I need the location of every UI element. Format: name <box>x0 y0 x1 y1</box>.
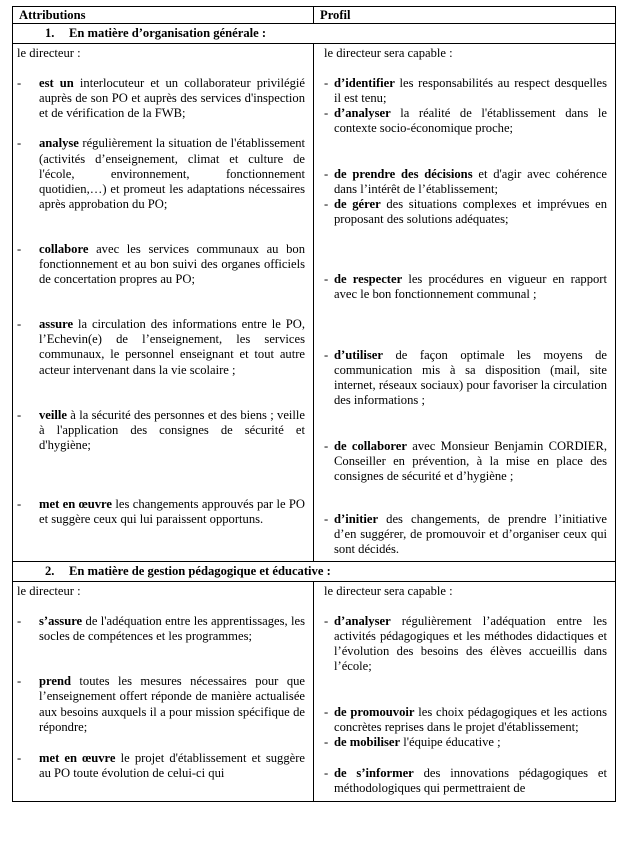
list-item: - est un interlocuteur et un collaborateur privilégié auprès de son PO et auprès des services d'inspection et de vérification de la FWB; <box>17 76 305 121</box>
section-1-body-row <box>13 44 616 562</box>
list-item: - assure la circulation des informations entre le PO, l’Echevin(e) de l’enseignement, les services communaux, le personnel enseignant et tout autre acteur intervenant dans la vie scolaire ; <box>17 317 305 377</box>
header-profil: Profil <box>314 7 616 24</box>
list-item: - met en œuvre les changements approuvés par le PO et suggère ceux qui lui paraissent opportuns. <box>17 496 306 526</box>
section-2-title: 2. En matière de gestion pédagogique et éducative : <box>13 562 616 582</box>
section-1-attributions <box>13 44 314 562</box>
list-item: - s’assure de l'adéquation entre les apprentissages, les socles de compétences et les programmes; <box>17 614 305 644</box>
list-item: - d’utiliser de façon optimale les moyens de communication mis à sa disposition (mail, site internet, réseaux sociaux) pour favoriser la circulation des informations ; <box>324 348 607 408</box>
section-2-body-row <box>13 582 616 802</box>
list-item: - d’identifier les responsabilités au respect desquelles il est tenu; <box>324 76 607 106</box>
section-1-title: 1. En matière d’organisation générale : <box>13 24 616 44</box>
right-intro: le directeur sera capable : <box>324 584 453 599</box>
list-item: - collabore avec les services communaux au bon fonctionnement et au bon suivi des organes officiels de concertation propres au PO; <box>17 241 305 287</box>
list-item: - de prendre des décisions et d'agir avec cohérence dans l’intérêt de l’établissement; <box>324 166 607 196</box>
right-intro: le directeur sera capable : <box>324 46 453 61</box>
section-2-attributions <box>13 582 314 802</box>
document-page <box>12 6 616 802</box>
list-item: - de s’informer des innovations pédagogiques et méthodologiques qui permettraient de <box>324 765 607 795</box>
list-item: - d’analyser la réalité de l'établissement dans le contexte socio-économique proche; <box>324 106 607 136</box>
list-item: - de mobiliser l'équipe éducative ; <box>324 734 501 749</box>
section-2-title-row <box>13 562 616 582</box>
list-item: - de gérer des situations complexes et imprévues en proposant des solutions adéquates; <box>324 196 608 226</box>
left-intro: le directeur : <box>17 584 81 599</box>
list-item: - de respecter les procédures en vigueur en rapport avec le bon fonctionnement communal ; <box>324 271 607 302</box>
list-item: - d’initier des changements, de prendre l’initiative d’en suggérer, de promouvoir et d’organiser ceux qui sont décidés. <box>324 511 607 556</box>
list-item: - veille à la sécurité des personnes et des biens ; veille à l'application des consignes de sécurité et d'hygiène; <box>17 407 305 452</box>
job-profile-table <box>12 6 616 802</box>
section-1-profil <box>314 44 616 562</box>
list-item: - d’analyser régulièrement l’adéquation entre les activités pédagogiques et les méthodes didactiques et l’évolution des besoins des élèves accueillis dans l’école; <box>324 614 607 674</box>
list-item: - analyse régulièrement la situation de l'établissement (activités d’enseignement, climat et culture de l'école, environnement, fonctionnement quotidien,…) et promeut les adaptations nécessaires après approbation du PO; <box>17 136 305 211</box>
list-item: - de collaborer avec Monsieur Benjamin CORDIER, Conseiller en prévention, à la mise en place des consignes de sécurité et d’hygiène ; <box>324 438 607 483</box>
table-header-row <box>13 7 616 24</box>
section-1-title-row <box>13 24 616 44</box>
left-intro: le directeur : <box>17 46 81 61</box>
section-2-profil <box>314 582 616 802</box>
header-attributions: Attributions <box>13 7 314 24</box>
list-item: - met en œuvre le projet d'établissement et suggère au PO toute évolution de celui-ci qui <box>17 750 305 780</box>
list-item: - de promouvoir les choix pédagogiques et les actions concrètes reprises dans le projet d'établissement; <box>324 704 607 734</box>
list-item: - prend toutes les mesures nécessaires pour que l’enseignement offert réponde de manière actualisée aux besoins auxquels il a pour mission spécifique de répondre; <box>17 674 305 734</box>
